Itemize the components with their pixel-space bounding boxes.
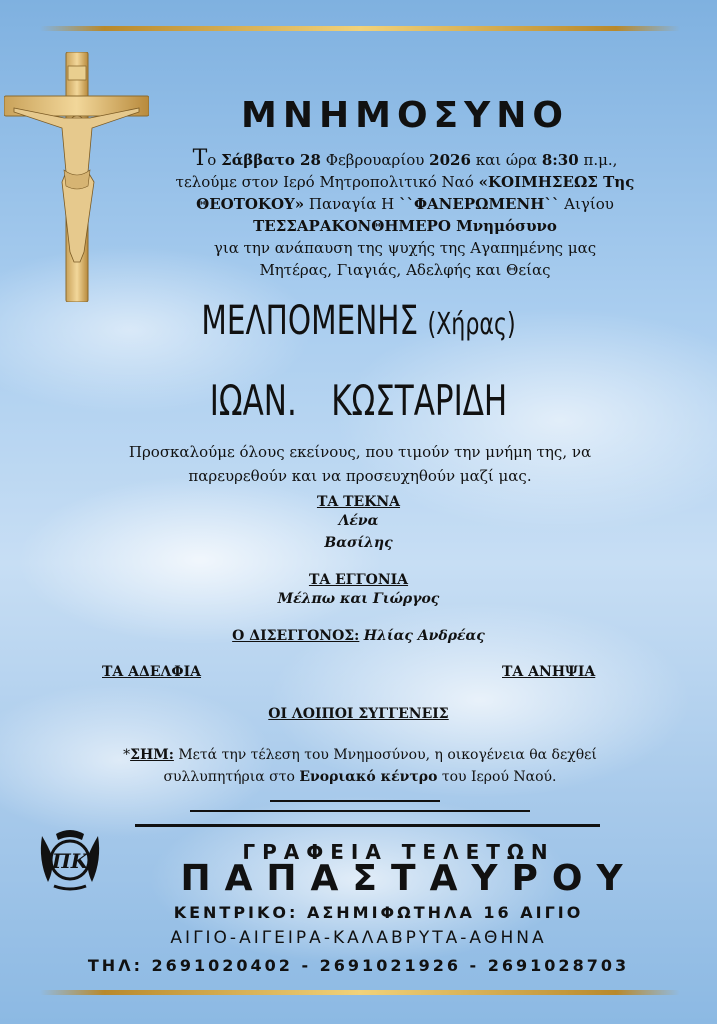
service-day: Σάββατο 28 bbox=[221, 151, 321, 169]
invitation-text: Προσκαλούμε όλους εκείνους, που τιμούν την μνήμη της, να παρευρεθούν και να προσευχηθούν μαζί μας. bbox=[128, 443, 592, 485]
crucifix-icon bbox=[4, 52, 149, 302]
deceased-first-name: ΜΕΛΠΟΜΕΝΗΣ (Χήρας) bbox=[201, 298, 516, 344]
children-section: ΤΑ ΤΕΚΝΑ Λένα Βασίλης bbox=[316, 494, 401, 551]
page-title: ΜΝΗΜΟΣΥΝΟ bbox=[241, 95, 569, 136]
divider-short bbox=[270, 800, 440, 802]
relatives-heading: ΟΙ ΛΟΙΠΟΙ ΣΥΓΓΕΝΕΙΣ bbox=[268, 706, 449, 722]
church-name: «ΚΟΙΜΗΣΕΩΣ Της bbox=[478, 173, 635, 191]
nieces-heading: ΤΑ ΑΝΗΨΙΑ bbox=[502, 664, 596, 680]
great-grandchild-section: Ο ΔΙΣΕΓΓΟΝΟΣ: Ηλίας Ανδρέας bbox=[232, 628, 485, 644]
siblings-heading: ΤΑ ΑΔΕΛΦΙΑ bbox=[102, 664, 202, 680]
company-phones: ΤΗΛ: 2691020402 - 2691021926 - 2691028703 bbox=[87, 956, 630, 975]
divider-long bbox=[135, 824, 600, 827]
service-year: 2026 bbox=[429, 151, 471, 169]
grandchildren-section: ΤΑ ΕΓΓΟΝΙΑ Μέλπω και Γιώργος bbox=[277, 572, 440, 607]
intro-paragraph: Το Σάββατο 28 Φεβρουαρίου 2026 και ώρα 8:30 π.μ., τελούμε στον Ιερό Μητροπολιτικό Ναό «ΚΟΙΜΗΣΕΩΣ Της ΘΕΟΤΟΚΟΥ» Παναγία Η ``ΦΑΝΕΡΩΜΕΝΗ`` Αιγίου ΤΕΣΣΑΡΑΚΟΝΘΗΜΕΡΟ Μνημόσυνο για την ανάπαυση της ψυχής της Αγαπημένης μας Μητέρας, Γιαγιάς, Αδελφής και Θείας bbox=[175, 146, 635, 279]
top-gold-border bbox=[40, 26, 680, 31]
office-label: ΓΡΑΦΕΙΑ ΤΕΛΕΤΩΝ bbox=[242, 840, 555, 864]
reception-venue: Ενοριακό κέντρο bbox=[299, 769, 438, 785]
note-paragraph: *ΣΗΜ: Μετά την τέλεση του Μνημοσύνου, η οικογένεια θα δεχθεί συλλυπητήρια στο Ενοριακό κέντρο του Ιερού Ναού. bbox=[123, 747, 597, 785]
svg-text:ΠΚ: ΠΚ bbox=[51, 849, 89, 873]
service-time: 8:30 bbox=[541, 151, 579, 169]
service-type: ΤΕΣΣΑΡΑΚΟΝΘΗΜΕΡΟ Μνημόσυνο bbox=[253, 217, 557, 235]
company-address: ΚΕΝΤΡΙΚΟ: ΑΣΗΜΙΦΩΤΗΛΑ 16 ΑΙΓΙΟ bbox=[173, 903, 584, 922]
divider-medium bbox=[190, 810, 530, 812]
company-locations: ΑΙΓΙΟ-ΑΙΓΕΙΡΑ-ΚΑΛΑΒΡΥΤΑ-ΑΘΗΝΑ bbox=[170, 928, 547, 948]
deceased-surname: ΙΩΑΝ. ΚΩΣΤΑΡΙΔΗ bbox=[209, 376, 508, 425]
deceased-status: (Χήρας) bbox=[427, 307, 516, 342]
company-name: ΠΑΠΑΣΤΑΥΡΟΥ bbox=[180, 858, 637, 899]
drop-cap: Τ bbox=[192, 146, 208, 171]
bottom-gold-border bbox=[40, 990, 680, 995]
